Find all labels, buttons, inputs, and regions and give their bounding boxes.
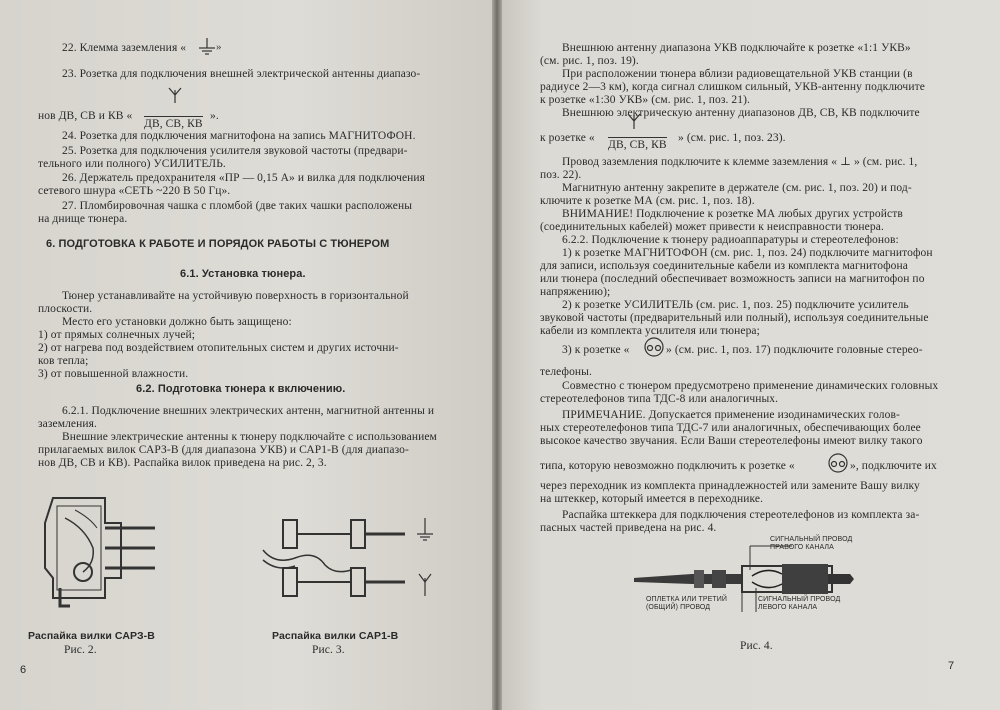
text-line: (см. рис. 1, поз. 19). bbox=[540, 55, 639, 67]
text-line: При расположении тюнера вблизи радиовещательной УКВ станции (в bbox=[562, 68, 913, 80]
page-number-right: 7 bbox=[948, 660, 955, 672]
fig4-label-common: ОПЛЕТКА ИЛИ ТРЕТИЙ (ОБЩИЙ) ПРОВОД bbox=[646, 596, 728, 611]
headphones-socket-icon bbox=[826, 452, 850, 474]
text-line: 1) от прямых солнечных лучей; bbox=[38, 329, 196, 341]
text-line: 3) от повышенной влажности. bbox=[38, 368, 189, 380]
text-line: заземления. bbox=[38, 418, 97, 430]
stereo-plug-diagram bbox=[632, 540, 862, 630]
text-line: », подключите их bbox=[850, 460, 937, 472]
headphones-socket-icon bbox=[642, 336, 666, 358]
fig3-caption: Рис. 3. bbox=[312, 644, 345, 656]
text-line: для записи, используя соединительные кабели из комплекта магнитофона bbox=[540, 260, 908, 272]
text-line: Магнитную антенну закрепите в держателе (см. рис. 1, поз. 20) и под- bbox=[562, 182, 912, 194]
text-line: ных стереотелефонов типа ТДС-7 или аналогичных, обеспечивающих более bbox=[540, 422, 921, 434]
text-line: плоскости. bbox=[38, 303, 93, 315]
item-22: 22. Клемма заземления « bbox=[62, 42, 187, 54]
text-line: Внешнюю электрическую антенну диапазонов ДВ, СВ, КВ подключите bbox=[562, 107, 920, 119]
text-line: 2) от нагрева под воздействием отопительных систем и других источни- bbox=[38, 342, 399, 354]
text-line: высокое качество звучания. Если Ваши стереотелефоны имеют вилку такого bbox=[540, 435, 923, 447]
text-line: Внешнюю антенну диапазона УКВ подключайте к розетке «1:1 УКВ» bbox=[562, 42, 911, 54]
text-line: через переходник из комплекта принадлежностей или замените Вашу вилку bbox=[540, 480, 920, 492]
item-24: 24. Розетка для подключения магнитофона на запись МАГНИТОФОН. bbox=[62, 130, 416, 142]
item-25: 25. Розетка для подключения усилителя звуковой частоты (предвари- bbox=[62, 145, 408, 157]
note-text: ПРИМЕЧАНИЕ. Допускается применение изодинамических голов- bbox=[562, 409, 900, 421]
dv-sv-kv-label: ДВ, СВ, КВ bbox=[608, 139, 667, 151]
text-line: кабели из комплекта усилителя или тюнера; bbox=[540, 325, 760, 337]
text-line: » (см. рис. 1, поз. 17) подключите головные стерео- bbox=[666, 344, 923, 356]
ground-symbol-icon bbox=[194, 36, 220, 56]
text-line: 6.2.2. Подключение к тюнеру радиоаппаратуры и стереотелефонов: bbox=[562, 234, 899, 246]
text-line: » (см. рис. 1, поз. 23). bbox=[678, 132, 786, 144]
page-number-left: 6 bbox=[20, 664, 27, 676]
warning-text: ВНИМАНИЕ! Подключение к розетке МА любых других устройств bbox=[562, 208, 903, 220]
text-line: 2) к розетке УСИЛИТЕЛЬ (см. рис. 1, поз. 25) подключите усилитель bbox=[562, 299, 909, 311]
svg-text:»: » bbox=[216, 41, 222, 53]
text-line: пасных частей приведена на рис. 4. bbox=[540, 522, 717, 534]
text-line: или тюнера (последний обеспечивает возможность записи на магнитофон по bbox=[540, 273, 925, 285]
subsection-6-2-title: 6.2. Подготовка тюнера к включению. bbox=[136, 383, 346, 395]
text-line: звуковой частоты (предварительный или полный), используя соединительные bbox=[540, 312, 929, 324]
item-23: 23. Розетка для подключения внешней электрической антенны диапазо- bbox=[62, 68, 421, 80]
text-line: на штеккер, который имеется в переходнике. bbox=[540, 493, 764, 505]
text-line: ков тепла; bbox=[38, 355, 89, 367]
text-line: (соединительных кабелей) может привести к неисправности тюнера. bbox=[540, 221, 884, 233]
text-line: 3) к розетке « bbox=[562, 344, 630, 356]
text-line: Совместно с тюнером предусмотрено применение динамических головных bbox=[562, 380, 939, 392]
fig3-title: Распайка вилки САР1-В bbox=[272, 630, 399, 642]
fig2-title: Распайка вилки САРЗ-В bbox=[28, 630, 155, 642]
right-page bbox=[502, 0, 1000, 710]
text-line: Провод заземления подключите к клемме заземления « ⊥ » (см. рис. 1, bbox=[562, 156, 918, 168]
fig4-caption: Рис. 4. bbox=[740, 640, 773, 652]
text-line: стереотелефонов типа ТДС-8 или аналогичных. bbox=[540, 393, 779, 405]
text-line: прилагаемых вилок САРЗ-В (для диапазона УКВ) и САР1-В (для диапазо- bbox=[38, 444, 409, 456]
plug-sar3-diagram bbox=[35, 488, 165, 613]
left-page: 22. Клемма заземления « » 23. Розетка для подключения внешней электрической антенны диапазо- нов ДВ, СВ и КВ « ДВ, СВ, КВ ». 24. Розетка для подключения магнитофона на запись МАГНИТОФОН. 25. Розетка для подключения усилителя звуковой частоты (предвари- тельного или полного) УСИЛИТЕЛЬ. 26. Держатель предохранителя «ПР — 0,15 А» и вилка для подключения сетевого шнура «СЕТЬ ~220 В 50 Гц». 27. Пломбировочная чашка с пломбой (две таких чашки расположены на днище тюнера. 6. ПОДГОТОВКА К РАБОТЕ И ПОРЯДОК РАБОТЫ С ТЮНЕРОМ 6.1. Установка тюнера. Тюнер устанавливайте на устойчивую поверхность в горизонтальной плоскости. Место его установки должно быть защищено: 1) от прямых солнечных лучей; 2) от нагрева под воздействием отопительных систем и других источни- ков тепла; 3) от повышенной влажности. 6.2. Подготовка тюнера к включению. 6.2.1. Подключение внешних электрических антенн, магнитной антенны и заземления. Внешние электрические антенны к тюнеру подключайте с использованием прилагаемых вилок САРЗ-В (для диапазона УКВ) и САР1-В (для диапазо- нов ДВ, СВ и КВ). Распайка вилок приведена на рис. 2, 3. Распайка вилки САРЗ-В Рис. 2. Распайка вилки САР1-В Рис. 3. 6 bbox=[0, 0, 492, 710]
text-line: 1) к розетке МАГНИТОФОН (см. рис. 1, поз. 24) подключите магнитофон bbox=[562, 247, 933, 259]
text-line: типа, которую невозможно подключить к розетке « bbox=[540, 460, 795, 472]
item-27: 27. Пломбировочная чашка с пломбой (две таких чашки расположены bbox=[62, 200, 413, 212]
item-27-cont: на днище тюнера. bbox=[38, 213, 128, 225]
text-line: ключите к розетке МА (см. рис. 1, поз. 18). bbox=[540, 195, 755, 207]
text-line: Тюнер устанавливайте на устойчивую поверхность в горизонтальной bbox=[62, 290, 409, 302]
fig2-caption: Рис. 2. bbox=[64, 644, 97, 656]
text-line: к розетке « bbox=[540, 132, 595, 144]
plug-sar1-diagram bbox=[255, 510, 435, 610]
text-line: 6.2.1. Подключение внешних электрических антенн, магнитной антенны и bbox=[62, 405, 435, 417]
section-title: 6. ПОДГОТОВКА К РАБОТЕ И ПОРЯДОК РАБОТЫ С ТЮНЕРОМ bbox=[46, 238, 390, 250]
text-line: нов ДВ, СВ и КВ). Распайка вилок приведена на рис. 2, 3. bbox=[38, 457, 327, 469]
antenna-icon bbox=[624, 112, 644, 130]
text-line: телефоны. bbox=[540, 366, 592, 378]
text-line: поз. 22). bbox=[540, 169, 582, 181]
text-line: радиусе 2—3 км), когда сигнал слишком сильный, УКВ-антенну подключите bbox=[540, 81, 925, 93]
text-line: Распайка штеккера для подключения стереотелефонов из комплекта за- bbox=[562, 509, 920, 521]
dv-sv-kv-label: ДВ, СВ, КВ bbox=[144, 118, 203, 130]
item-25-cont: тельного или полного) УСИЛИТЕЛЬ. bbox=[38, 158, 226, 170]
text-line: Место его установки должно быть защищено: bbox=[62, 316, 292, 328]
item-23-cont: нов ДВ, СВ и КВ « bbox=[38, 110, 133, 122]
fig4-label-right-channel: СИГНАЛЬНЫЙ ПРОВОД ПРАВОГО КАНАЛА bbox=[770, 536, 853, 551]
binding-gutter bbox=[492, 0, 502, 710]
antenna-icon bbox=[165, 86, 185, 104]
text-line: к розетке «1:30 УКВ» (см. рис. 1, поз. 21). bbox=[540, 94, 751, 106]
fig4-label-left-channel: СИГНАЛЬНЫЙ ПРОВОД ЛЕВОГО КАНАЛА bbox=[758, 596, 841, 611]
text-line: Внешние электрические антенны к тюнеру подключайте с использованием bbox=[62, 431, 437, 443]
subsection-6-1-title: 6.1. Установка тюнера. bbox=[180, 268, 306, 280]
item-26: 26. Держатель предохранителя «ПР — 0,15 А» и вилка для подключения bbox=[62, 172, 426, 184]
text-line: напряжению); bbox=[540, 286, 611, 298]
item-26-cont: сетевого шнура «СЕТЬ ~220 В 50 Гц». bbox=[38, 185, 231, 197]
